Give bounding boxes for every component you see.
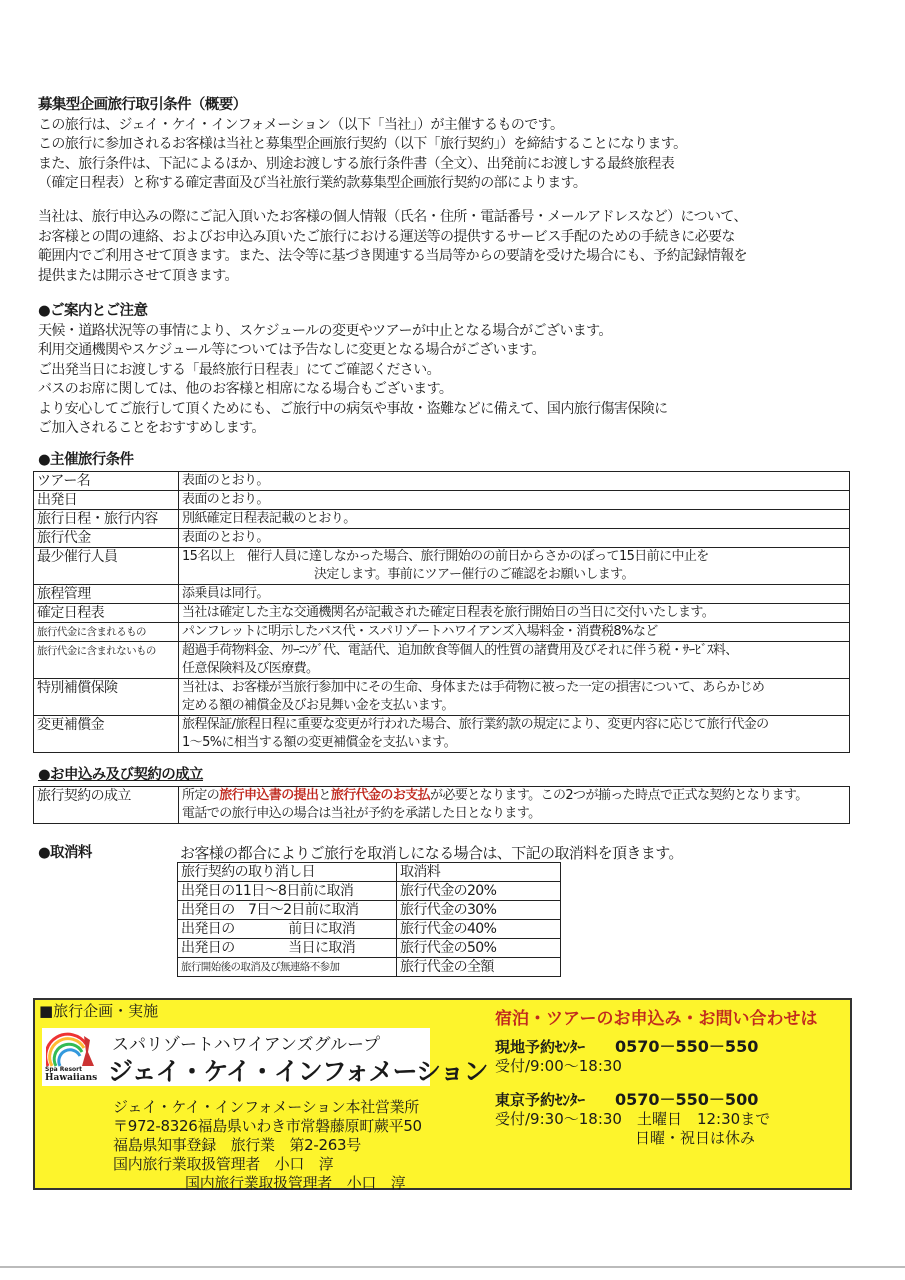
condition-label: 旅行日程・旅行内容 (34, 510, 179, 529)
contact-heading: 宿泊・ツアーのお申込み・お問い合わせは (495, 1009, 818, 1029)
cancel-timing: 出発日の 前日に取消 (178, 920, 397, 939)
condition-value-line: 別紙確定日程表記載のとおり。 (182, 511, 356, 526)
notes-line: ご出発当日にお渡しする「最終旅行日程表」にてご確認ください。 (38, 361, 440, 378)
conditions-table (33, 471, 850, 753)
table-row (34, 585, 850, 604)
contact-info (495, 1010, 818, 1148)
condition-value (179, 604, 850, 623)
company-box (33, 998, 852, 1190)
center-local (495, 1037, 818, 1076)
center-hours: 受付/9:00～18:30 (495, 1057, 622, 1075)
condition-label: ツアー名 (34, 472, 179, 491)
condition-value-line: 添乗員は同行。 (182, 586, 269, 601)
contract-highlight: 旅行代金のお支払 (330, 788, 431, 803)
address-line: 福島県知事登録 旅行業 第2-263号 (113, 1136, 361, 1154)
conditions-heading: ●主催旅行条件 (38, 452, 134, 468)
condition-value-line: 任意保険料及び医療費。 (182, 661, 319, 676)
center-phone: 0570－550－500 (615, 1090, 759, 1109)
cancel-fee: 旅行代金の50% (397, 939, 561, 958)
table-row (34, 642, 850, 679)
contract-text: 電話での旅行申込の場合は当社が予約を承諾した日となります。 (182, 806, 541, 821)
cancel-intro: お客様の都合によりご旅行を取消しになる場合は、下記の取消料を頂きます。 (180, 844, 683, 862)
overview-line: （確定日程表）と称する確定書面及び当社旅行業約款募集型企画旅行契約の部によります。 (38, 175, 587, 191)
center-closed: 日曜・祝日は休み (635, 1129, 756, 1147)
condition-value (179, 472, 850, 491)
company-logo (42, 1028, 488, 1086)
contract-value (179, 787, 850, 824)
condition-label: 旅行代金に含まれるもの (34, 623, 179, 642)
table-row (34, 472, 850, 491)
notes-heading: ●ご案内とご注意 (38, 303, 148, 319)
contract-text: と (318, 788, 331, 803)
table-row (34, 604, 850, 623)
condition-label: 特別補償保険 (34, 679, 179, 716)
overview-line: この旅行に参加されるお客様は当社と募集型企画旅行契約（以下「旅行契約」）を締結することになります。 (38, 136, 687, 152)
table-row (178, 901, 561, 920)
table-header-row (178, 863, 561, 882)
condition-label: 旅行代金に含まれないもの (34, 642, 179, 679)
condition-value-line: 当社は確定した主な交通機関名が記載された確定日程表を旅行開始日の当日に交付いたします。 (182, 605, 715, 620)
condition-value-line: 表面のとおり。 (182, 530, 269, 545)
table-row (178, 920, 561, 939)
overview-line: この旅行は、ジェイ・ケイ・インフォメーション（以下「当社」）が主催するものです。 (38, 116, 564, 133)
address-line: 国内旅行業取扱管理者 小口 淳 (185, 1174, 406, 1192)
condition-label: 最少催行人員 (34, 548, 179, 585)
condition-value (179, 716, 850, 753)
table-row (34, 679, 850, 716)
cancel-timing: 出発日の 7日～2日前に取消 (178, 901, 397, 920)
condition-value-line: 旅程保証/旅程日程に重要な変更が行われた場合、旅行業約款の規定により、変更内容に応じて旅行代金の (182, 717, 769, 732)
table-row (34, 510, 850, 529)
overview-section (38, 96, 686, 194)
contract-heading: ●お申込み及び契約の成立 (38, 767, 203, 783)
column-header: 旅行契約の取り消し日 (178, 863, 397, 882)
logo-brand: Hawaiians (45, 1073, 98, 1083)
condition-label: 変更補償金 (34, 716, 179, 753)
contract-text: が必要となります。この2つが揃った時点で正式な契約となります。 (430, 788, 808, 803)
rainbow-dancer-icon (46, 1032, 96, 1068)
condition-value-line: 表面のとおり。 (182, 473, 269, 488)
condition-label: 旅程管理 (34, 585, 179, 604)
condition-value (179, 623, 850, 642)
privacy-line: 提供または開示させて頂きます。 (38, 267, 238, 284)
condition-value-line: 超過手荷物料金、ｸﾘｰﾆﾝｸﾞ代、電話代、追加飲食等個人的性質の諸費用及びそれに伴う税・ｻｰﾋﾞｽ料、 (182, 643, 738, 658)
cancel-timing: 出発日の11日～8日前に取消 (178, 882, 397, 901)
condition-value (179, 642, 850, 679)
cancel-fee: 旅行代金の全額 (397, 958, 561, 977)
contract-text: 所定の (182, 788, 220, 803)
condition-label: 旅行代金 (34, 529, 179, 548)
company-heading: ■旅行企画・実施 (39, 1002, 159, 1020)
contract-label: 旅行契約の成立 (34, 787, 179, 824)
condition-value (179, 585, 850, 604)
table-row (34, 787, 850, 824)
overview-line: また、旅行条件は、下記によるほか、別途お渡しする旅行条件書（全文）、出発前にお渡しする最終旅程表 (38, 155, 675, 172)
cancel-fee: 旅行代金の20% (397, 882, 561, 901)
address-line: 国内旅行業取扱管理者 小口 淳 (113, 1155, 334, 1173)
column-header: 取消料 (397, 863, 561, 882)
address-line: 〒972-8326福島県いわき市常磐藤原町蕨平50 (113, 1117, 422, 1135)
condition-value-line: 定める額の補償金及びお見舞い金を支払います。 (182, 698, 454, 713)
table-row (178, 882, 561, 901)
condition-value-line: 決定します。事前にツアー催行のご確認をお願いします。 (314, 567, 634, 582)
condition-value-line: 15名以上 催行人員に達しなかった場合、旅行開始のの前日からさかのぼって15日前に中止を (182, 549, 709, 564)
company-address (113, 1098, 422, 1193)
privacy-line: 範囲内でご利用させて頂きます。また、法令等に基づき関連する当局等からの要請を受けた場合にも、予約記録情報を (38, 248, 748, 264)
table-row (34, 491, 850, 510)
center-tokyo (495, 1090, 818, 1148)
scan-edge (0, 1266, 905, 1268)
table-row (178, 958, 561, 977)
address-line: ジェイ・ケイ・インフォメーション本社営業所 (113, 1098, 420, 1116)
table-row (178, 939, 561, 958)
privacy-line: 当社は、旅行申込みの際にご記入頂いたお客様の個人情報（氏名・住所・電話番号・メールアドレスなど）について、 (38, 209, 747, 225)
logo-brand-small: Spa Resort (45, 1066, 82, 1073)
notes-line: 利用交通機関やスケジュール等については予告なしに変更となる場合がございます。 (38, 342, 545, 358)
condition-value-line: パンフレットに明示したバス代・スパリゾートハワイアンズ入場料金・消費税8%など (182, 624, 658, 639)
condition-value (179, 529, 850, 548)
notes-line: バスのお席に関しては、他のお客様と相席になる場合もございます。 (38, 381, 453, 397)
cancel-table (177, 862, 561, 977)
overview-title: 募集型企画旅行取引条件（概要） (38, 97, 247, 113)
contract-highlight: 旅行申込書の提出 (219, 788, 319, 803)
condition-value (179, 679, 850, 716)
condition-label: 出発日 (34, 491, 179, 510)
notes-line: 天候・道路状況等の事情により、スケジュールの変更やツアーが中止となる場合がございます。 (38, 322, 612, 339)
table-row (34, 548, 850, 585)
condition-value-line: 当社は、お客様が当旅行参加中にその生命、身体または手荷物に被った一定の損害について、あらかじめ (182, 680, 765, 695)
center-hours: 受付/9:30～18:30 土曜日 12:30まで (495, 1110, 771, 1128)
cancel-fee: 旅行代金の40% (397, 920, 561, 939)
table-row (34, 716, 850, 753)
contract-table (33, 786, 850, 824)
notes-line: ご加入されることをおすすめします。 (38, 420, 265, 436)
privacy-line: お客様との間の連絡、およびお申込み頂いたご旅行における運送等の提供するサービス手配のための手続きに必要な (38, 228, 735, 245)
condition-label: 確定日程表 (34, 604, 179, 623)
cancel-timing: 旅行開始後の取消及び無連絡不参加 (178, 958, 397, 977)
cancel-timing: 出発日の 当日に取消 (178, 939, 397, 958)
notes-line: より安心してご旅行して頂くためにも、ご旅行中の病気や事故・盗難などに備えて、国内旅行傷害保険に (38, 400, 668, 417)
condition-value-line: 表面のとおり。 (182, 492, 269, 507)
table-row (34, 529, 850, 548)
condition-value (179, 491, 850, 510)
logo-company: ジェイ・ケイ・インフォメーション (108, 1057, 488, 1086)
center-name: 現地予約ｾﾝﾀｰ (495, 1038, 586, 1056)
condition-value-line: 1～5%に相当する額の変更補償金を支払います。 (182, 735, 457, 750)
condition-value (179, 548, 850, 585)
notes-section (38, 302, 668, 439)
center-name: 東京予約ｾﾝﾀｰ (495, 1091, 586, 1109)
condition-value (179, 510, 850, 529)
logo-group: スパリゾートハワイアンズグループ (112, 1035, 381, 1055)
cancel-heading: ●取消料 (38, 845, 92, 861)
privacy-section (38, 208, 747, 286)
cancel-fee: 旅行代金の30% (397, 901, 561, 920)
table-row (34, 623, 850, 642)
center-phone: 0570－550－550 (615, 1037, 759, 1056)
